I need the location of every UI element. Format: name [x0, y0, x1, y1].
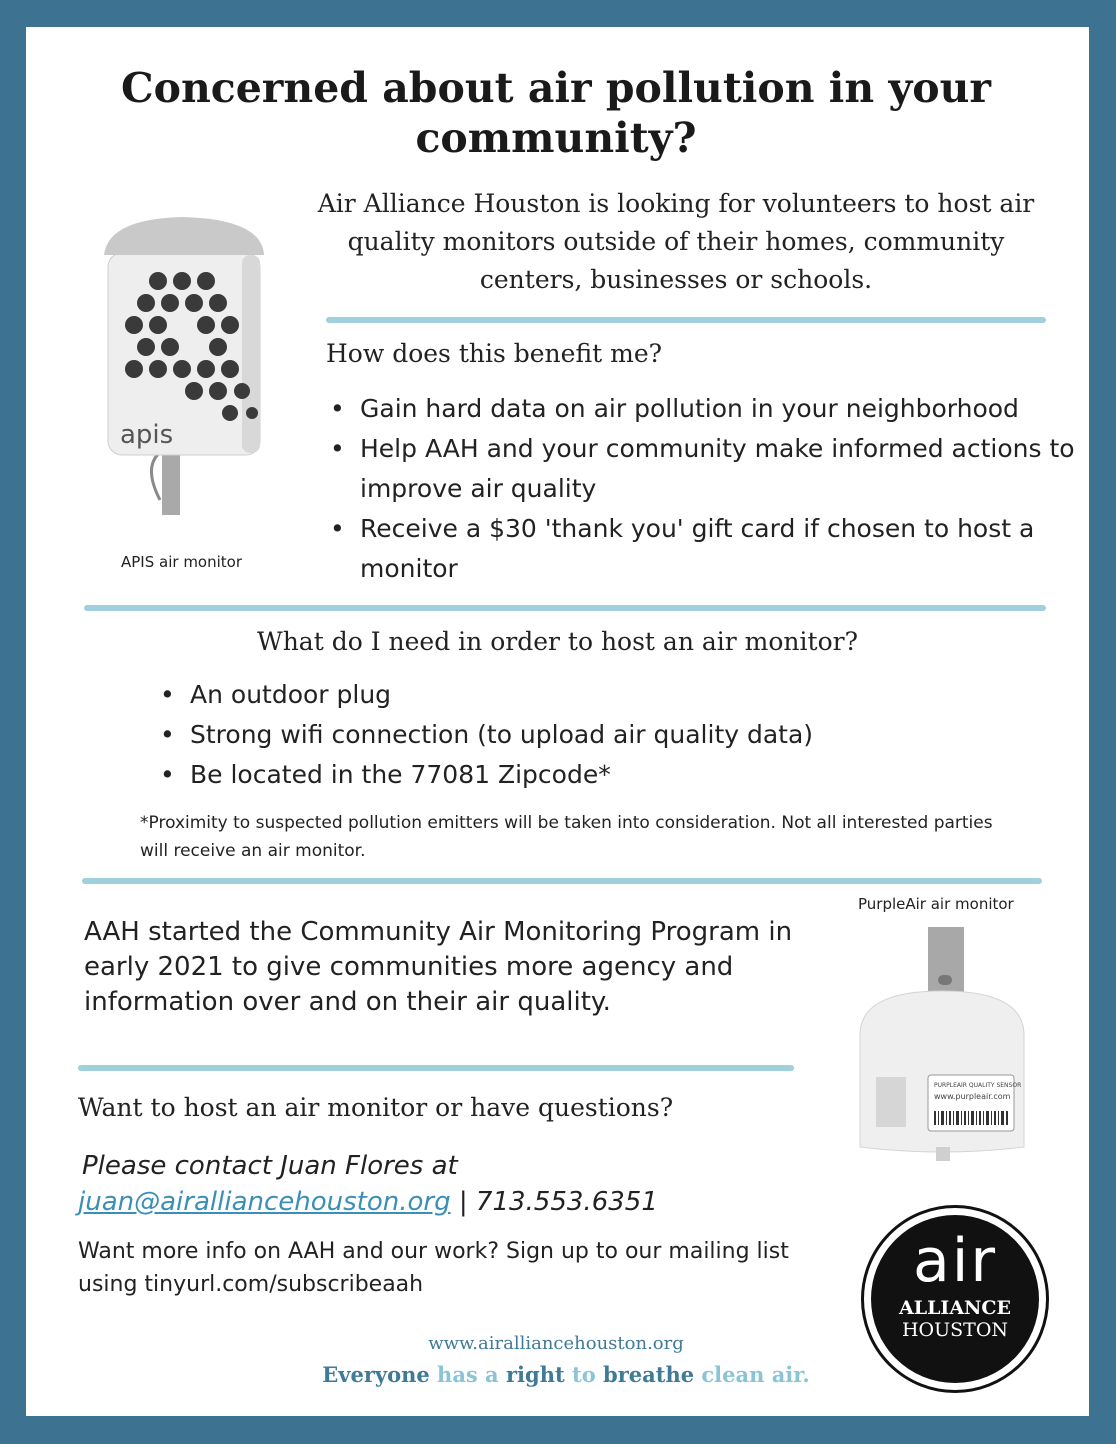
apis-caption: APIS air monitor [121, 553, 243, 571]
email-link[interactable]: juan@airalliancehouston.org [78, 1187, 451, 1217]
flyer-page [26, 27, 1089, 1416]
intro-text: Air Alliance Houston is looking for volunteers to host air quality monitors outside of their homes, community centers, businesses or schools. [317, 189, 1035, 294]
contact-intro: Please contact Juan Flores at [82, 1151, 458, 1181]
list-item: • Gain hard data on air pollution in your neighborhood [326, 389, 1076, 429]
list-item: • Receive a $30 'thank you' gift card if chosen to host a monitor [326, 509, 1076, 589]
requirements-heading: What do I need in order to host an air monitor? [257, 627, 858, 656]
slogan-part: Everyone [322, 1362, 430, 1387]
program-text: AAH started the Community Air Monitoring Program in early 2021 to give communities more agency and information over and on their air quality. [84, 917, 793, 1017]
slogan-part: to [572, 1362, 596, 1387]
purpleair-caption: PurpleAir air monitor [858, 895, 1014, 913]
divider [82, 878, 1042, 884]
list-item: • An outdoor plug [156, 675, 956, 715]
logo-air: air [912, 1226, 998, 1296]
contact-heading: Want to host an air monitor or have questions? [78, 1093, 674, 1122]
apis-monitor-image [102, 215, 272, 515]
logo-alliance: ALLIANCE [898, 1297, 1012, 1319]
slogan-part: clean air. [701, 1362, 810, 1387]
divider [326, 317, 1046, 323]
list-item: • Strong wifi connection (to upload air quality data) [156, 715, 956, 755]
benefit-list [326, 389, 1076, 589]
slogan [246, 1362, 886, 1387]
contact-line [78, 1187, 658, 1217]
divider [78, 1065, 794, 1071]
benefit-heading: How does this benefit me? [326, 339, 663, 368]
svg-text:www.purpleair.com: www.purpleair.com [934, 1092, 1011, 1101]
svg-text:PURPLEAIR QUALITY SENSOR: PURPLEAIR QUALITY SENSOR [934, 1082, 1022, 1089]
logo-houston: HOUSTON [901, 1319, 1009, 1341]
requirements-list [156, 675, 956, 795]
divider [84, 605, 1046, 611]
list-item: • Help AAH and your community make informed actions to improve air quality [326, 429, 1076, 509]
requirements-note: *Proximity to suspected pollution emitters will be taken into consideration. Not all interested parties will receive an air monitor. [140, 813, 993, 861]
slogan-part: breathe [603, 1362, 695, 1387]
mailing-list-text: Want more info on AAH and our work? Sign up to our mailing list using tinyurl.com/subscribeaah [78, 1239, 789, 1297]
purpleair-monitor-image [854, 925, 1030, 1165]
slogan-part: has a [437, 1362, 499, 1387]
page-title: Concerned about air pollution in your community? [120, 64, 992, 162]
svg-text:apis: apis [120, 420, 174, 450]
list-item: • Be located in the 77081 Zipcode* [156, 755, 956, 795]
phone-number: | 713.553.6351 [458, 1187, 658, 1217]
aah-logo [861, 1205, 1049, 1393]
slogan-part: right [505, 1362, 565, 1387]
website-url[interactable]: www.airalliancehouston.org [428, 1333, 684, 1354]
